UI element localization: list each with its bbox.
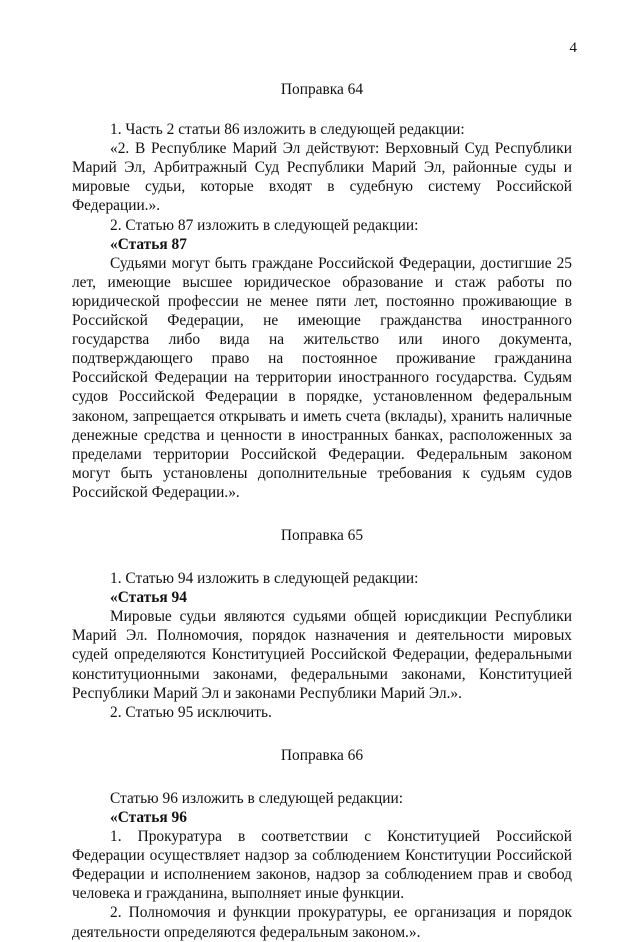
amendment-65-paragraph-2: 2. Статью 95 исключить. bbox=[110, 703, 272, 721]
page-number: 4 bbox=[569, 40, 577, 56]
article-94-text: Мировые судьи являются судьями общей юрисдикции Республики Марий Эл. Полномочия, порядок назначения и деятельности мировых судей определяются Конституцией Российской Федерации, федеральными конституционными законами, федеральными законами, Конституцией Республики Марий Эл и законами Республики Марий Эл.». bbox=[72, 608, 572, 702]
article-87-text: Судьями могут быть граждане Российской Федерации, достигшие 25 лет, имеющие высшее юридическое образование и стаж работы по юридической профессии не менее пяти лет, постоянно проживающие в Российской Федерации, не имеющие гражданства иностранного государства либо вида на жительство или иного документа, подтверждающего право на постоянное проживание гражданина Российской Федерации на территории иностранного государства. Судьям судов Российской Федерации в порядке, установленном федеральным законом, запрещается открывать и иметь счета (вклады), хранить наличные денежные средства и ценности в иностранных банках, расположенных за пределами территории Российской Федерации. Федеральным законом могут быть установлены дополнительные требования к судьям судов Российской Федерации.». bbox=[72, 254, 572, 501]
article-96-paragraph-2: 2. Полномочия и функции прокуратуры, ее организация и порядок деятельности определяются федеральным законом.». bbox=[72, 904, 572, 941]
document-body bbox=[72, 80, 572, 942]
amendment-64-paragraph-3: 2. Статью 87 изложить в следующей редакции: bbox=[110, 216, 419, 234]
article-96-paragraph-1: 1. Прокуратура в соответствии с Конституцией Российской Федерации осуществляет надзор за соблюдением Конституции Российской Федерации и исполнением законов, надзор за соблюдением прав и свобод человека и гражданина, выполняет иные функции. bbox=[72, 828, 572, 903]
amendment-66 bbox=[72, 746, 572, 942]
amendment-65-paragraph-1: 1. Статью 94 изложить в следующей редакции: bbox=[110, 570, 419, 588]
amendment-65 bbox=[72, 526, 572, 722]
amendment-64 bbox=[72, 80, 572, 502]
amendment-64-heading: Поправка 64 bbox=[280, 81, 364, 98]
amendment-66-heading: Поправка 66 bbox=[280, 746, 364, 764]
amendment-64-paragraph-2: «2. В Республике Марий Эл действуют: Верховный Суд Республики Марий Эл, Арбитражный Суд Республики Марий Эл, районные суды и мировые судьи, которые входят в судебную систему Российской Федерации.». bbox=[72, 140, 572, 215]
article-87-title: «Статья 87 bbox=[110, 235, 187, 253]
article-96-title: «Статья 96 bbox=[110, 809, 187, 826]
amendment-64-paragraph-1: 1. Часть 2 статьи 86 изложить в следующей редакции: bbox=[110, 121, 465, 139]
article-94-title: «Статья 94 bbox=[110, 589, 187, 607]
amendment-66-paragraph-1: Статью 96 изложить в следующей редакции: bbox=[110, 789, 403, 807]
amendment-65-heading: Поправка 65 bbox=[280, 526, 364, 544]
